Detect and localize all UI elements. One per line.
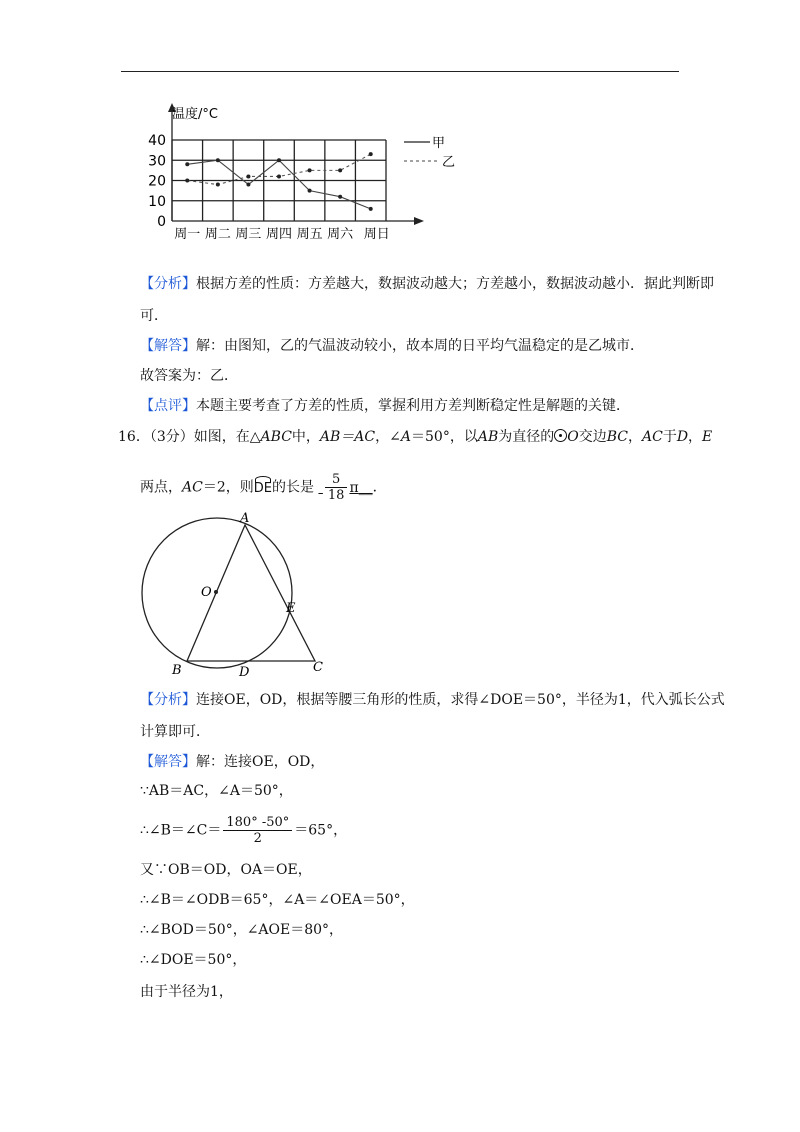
legend-label-yi: 乙	[442, 155, 456, 170]
y-tick-labels	[148, 133, 166, 230]
q16-stem-e: 为直径的	[498, 429, 555, 445]
q16-stem-c: ，∠	[375, 429, 401, 445]
y-tick-20: 20	[148, 173, 166, 190]
q16-analysis-line1	[140, 690, 725, 710]
q16-step-8: 由于半径为1，	[140, 984, 233, 1000]
q16-stem-f: 交边	[578, 429, 607, 445]
y-tick-30: 30	[148, 153, 166, 170]
q16-period: ．	[372, 479, 387, 496]
series-1-point-5	[338, 168, 342, 172]
series-0-point-6	[369, 207, 373, 211]
x-axis-arrow	[414, 217, 424, 225]
q16-abc: ABC	[260, 429, 292, 445]
y-tick-0: 0	[157, 214, 166, 230]
q16-bc: BC	[606, 429, 628, 445]
q16-step-7: ∴∠DOE＝50°，	[140, 952, 247, 968]
label-o: O	[201, 585, 212, 600]
q16-line2-a: 两点，	[140, 479, 182, 496]
x-tick-0: 周一	[174, 227, 201, 242]
q16-e: E	[702, 429, 713, 445]
q16-solution-2	[140, 781, 293, 801]
q16-ac2: AC	[182, 479, 203, 496]
q16-ac: AC	[641, 429, 663, 445]
label-a: A	[240, 511, 250, 526]
series-0-point-1	[216, 158, 220, 162]
q15-comment-line	[140, 396, 630, 416]
x-tick-labels	[174, 227, 389, 242]
q16-answer-underline: __	[358, 479, 373, 496]
q16-comma-1: ，	[627, 429, 642, 445]
series-0-point-5	[338, 195, 342, 199]
arc-de: DE	[254, 479, 272, 499]
q16-step-5: ∴∠B＝∠ODB＝65°，∠A＝∠OEA＝50°，	[140, 892, 415, 908]
series-0-point-2	[246, 183, 250, 187]
q16-step-3-num: 180° -50°	[223, 815, 292, 831]
q15-answer-text: 解：由图知，乙的气温波动较小，故本周的日平均气温稳定的是乙城市．	[196, 338, 644, 354]
series-1-point-6	[369, 152, 373, 156]
q15-comment-text: 本题主要考查了方差的性质，掌握利用方差判断稳定性是解题的关键．	[196, 398, 630, 414]
series-1-point-0	[185, 179, 189, 183]
q16-score: （3分）	[149, 429, 194, 445]
q16-solution-3	[140, 815, 347, 846]
answer-tag: 【解答】	[140, 338, 196, 354]
q16-ab-eq-ac: AB＝AC	[319, 429, 376, 445]
y-tick-40: 40	[148, 133, 166, 149]
q16-comma-2: ，	[688, 429, 703, 445]
series-1-point-4	[308, 168, 312, 172]
q16-answer-fraction	[325, 472, 348, 503]
comment-tag: 【点评】	[140, 398, 196, 414]
q16-ab: AB	[477, 429, 499, 445]
label-b: B	[172, 663, 182, 678]
x-tick-3: 周四	[265, 227, 293, 242]
q15-analysis-line2	[140, 306, 168, 326]
center-point-o	[214, 590, 218, 594]
q16-line2-c: 的长是	[271, 479, 314, 496]
q16-analysis-line2	[140, 722, 210, 742]
label-e: E	[286, 601, 296, 616]
q16-answer-pi: π	[349, 479, 359, 496]
q16-analysis-text: 连接OE，OD，根据等腰三角形的性质，求得∠DOE＝50°，半径为1，代入弧长公式	[196, 692, 725, 708]
q16-d: D	[676, 429, 689, 445]
q16-stem-b: 中，	[291, 429, 320, 445]
series-1-point-3	[277, 174, 281, 178]
q16-o: O	[567, 429, 579, 445]
x-tick-6: 周日	[363, 227, 390, 242]
temperature-line-chart	[140, 100, 470, 245]
q16-answer-num: 5	[325, 472, 348, 488]
q15-result-line	[140, 366, 238, 386]
series-0-point-0	[185, 162, 189, 166]
q16-stem-d: ＝50°，以	[411, 429, 478, 445]
answer-tag-2: 【解答】	[140, 754, 196, 770]
q15-analysis-line1	[140, 274, 714, 294]
q16-step-6: ∴∠BOD＝50°，∠AOE＝80°，	[140, 922, 344, 938]
circle-triangle-figure	[130, 508, 340, 678]
x-tick-1: 周二	[204, 227, 231, 242]
q16-solution-5	[140, 890, 415, 910]
q15-result-text: 故答案为：乙．	[140, 368, 238, 384]
x-tick-4: 周五	[296, 227, 323, 242]
legend-label-jia: 甲	[432, 136, 446, 151]
chart-grid	[172, 140, 386, 221]
series-0-point-3	[277, 158, 281, 162]
header-rule	[121, 71, 679, 72]
y-axis-label: 温度/°C	[172, 107, 218, 122]
q16-stem-g: 于	[662, 429, 677, 445]
analysis-tag: 【分析】	[140, 276, 196, 292]
label-c: C	[313, 660, 323, 675]
y-tick-10: 10	[148, 193, 166, 210]
q16-a: A	[400, 429, 411, 445]
chart-legend	[404, 136, 455, 170]
q16-step-3a: ∴∠B＝∠C＝	[140, 822, 222, 839]
q16-step-1: 解：连接OE，OD，	[196, 754, 325, 770]
series-0-point-4	[308, 189, 312, 193]
q16-solution-1	[140, 752, 324, 772]
x-tick-5: 周六	[327, 227, 354, 242]
q16-stem-line1	[118, 427, 712, 447]
q16-solution-7	[140, 950, 246, 970]
q15-analysis-text: 根据方差的性质：方差越大，数据波动越大；方差越小，数据波动越小．据此判断即	[196, 276, 714, 292]
q16-step-4: 又∵OB＝OD，OA＝OE，	[140, 862, 312, 878]
q16-number: 16．	[118, 429, 150, 445]
label-d: D	[239, 665, 250, 678]
q16-solution-6	[140, 920, 343, 940]
q15-answer-line	[140, 336, 644, 356]
q16-solution-8	[140, 982, 233, 1002]
q16-answer-den: 18	[327, 488, 345, 503]
analysis-tag-2: 【分析】	[140, 692, 196, 708]
q16-solution-4	[140, 860, 312, 880]
q16-stem-line2	[140, 472, 387, 503]
q16-analysis-text-2: 计算即可．	[140, 724, 210, 740]
series-1-point-2	[246, 174, 250, 178]
q16-answer-blank	[318, 472, 373, 503]
q16-step-2: ∵AB＝AC，∠A＝50°，	[140, 783, 293, 799]
x-tick-2: 周三	[235, 227, 262, 242]
q16-stem-a: 如图，在△	[193, 429, 261, 445]
q16-step-3b: ＝65°，	[294, 822, 348, 839]
q16-line2-b: ＝2，则	[202, 479, 254, 496]
chart-series	[185, 152, 372, 211]
q16-step-3-den: 2	[253, 831, 262, 846]
series-line-0	[187, 160, 370, 209]
series-1-point-1	[216, 183, 220, 187]
q16-step-3-fraction	[223, 815, 292, 846]
circle-symbol-icon	[554, 429, 567, 442]
q15-analysis-text-2: 可．	[140, 308, 168, 324]
